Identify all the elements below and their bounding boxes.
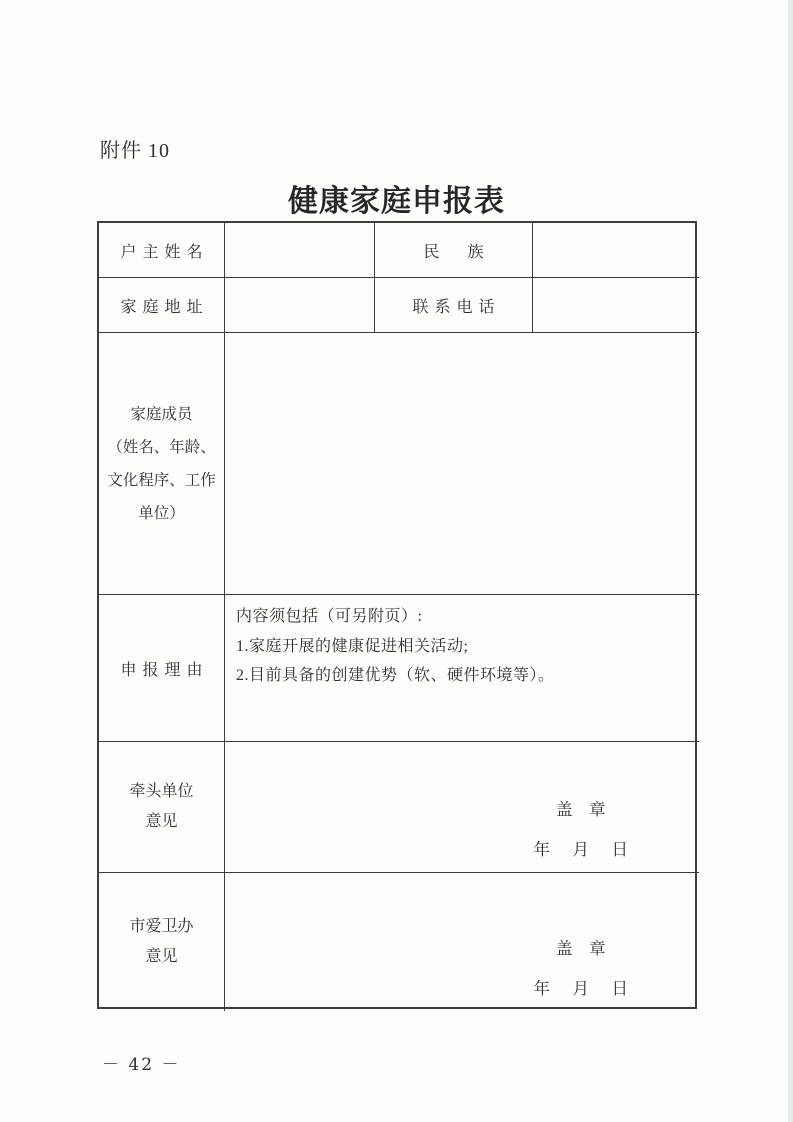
date-label: 年 月 日 — [533, 979, 631, 998]
family-members-label — [99, 333, 225, 595]
lead-unit-opinion-label-line: 牵头单位 — [129, 783, 194, 800]
ethnicity-label: 民 族 — [375, 223, 533, 278]
family-members-label-line: 文化程序、工作 — [107, 471, 216, 489]
family-members-label-line: 单位） — [138, 504, 185, 522]
lead-unit-opinion-field — [225, 742, 699, 873]
city-health-office-opinion-label-line: 意见 — [145, 948, 178, 965]
home-address-label: 家庭地址 — [99, 278, 225, 333]
lead-unit-opinion-label — [99, 742, 225, 873]
scan-edge-artifact — [788, 0, 793, 1122]
home-address-field — [225, 278, 375, 333]
reason-instruction-line: 1.家庭开展的健康促进相关活动; — [236, 637, 469, 655]
city-health-office-opinion-label — [99, 873, 225, 1011]
application-form-table — [97, 221, 697, 1009]
stamp-label: 盖 章 — [556, 939, 606, 958]
ethnicity-field — [533, 223, 699, 278]
lead-unit-opinion-label-line: 意见 — [145, 813, 178, 830]
contact-phone-field — [533, 278, 699, 333]
reason-instruction-line: 内容须包括（可另附页）: — [236, 608, 423, 625]
household-head-name-label: 户主姓名 — [99, 223, 225, 278]
family-members-label-line: （姓名、年龄、 — [107, 438, 216, 456]
date-label: 年 月 日 — [533, 840, 631, 859]
page-number: － 42 － — [102, 1055, 181, 1075]
lead-unit-stamp-block — [531, 790, 632, 870]
page-title: 健康家庭申报表 — [288, 185, 505, 218]
city-health-office-opinion-label-line: 市爱卫办 — [129, 918, 194, 935]
household-head-name-field — [225, 223, 375, 278]
family-members-label-line: 家庭成员 — [130, 405, 193, 423]
city-health-office-opinion-field — [225, 873, 699, 1011]
attachment-label: 附件 10 — [100, 140, 170, 162]
family-members-field — [225, 333, 699, 595]
contact-phone-label: 联系电话 — [375, 278, 533, 333]
declaration-reason-label: 申报理由 — [99, 595, 225, 742]
stamp-label: 盖 章 — [556, 800, 606, 819]
declaration-reason-field — [225, 595, 699, 742]
city-health-office-stamp-block — [531, 929, 632, 1009]
reason-instruction-line: 2.目前具备的创建优势（软、硬件环境等）。 — [236, 667, 555, 684]
